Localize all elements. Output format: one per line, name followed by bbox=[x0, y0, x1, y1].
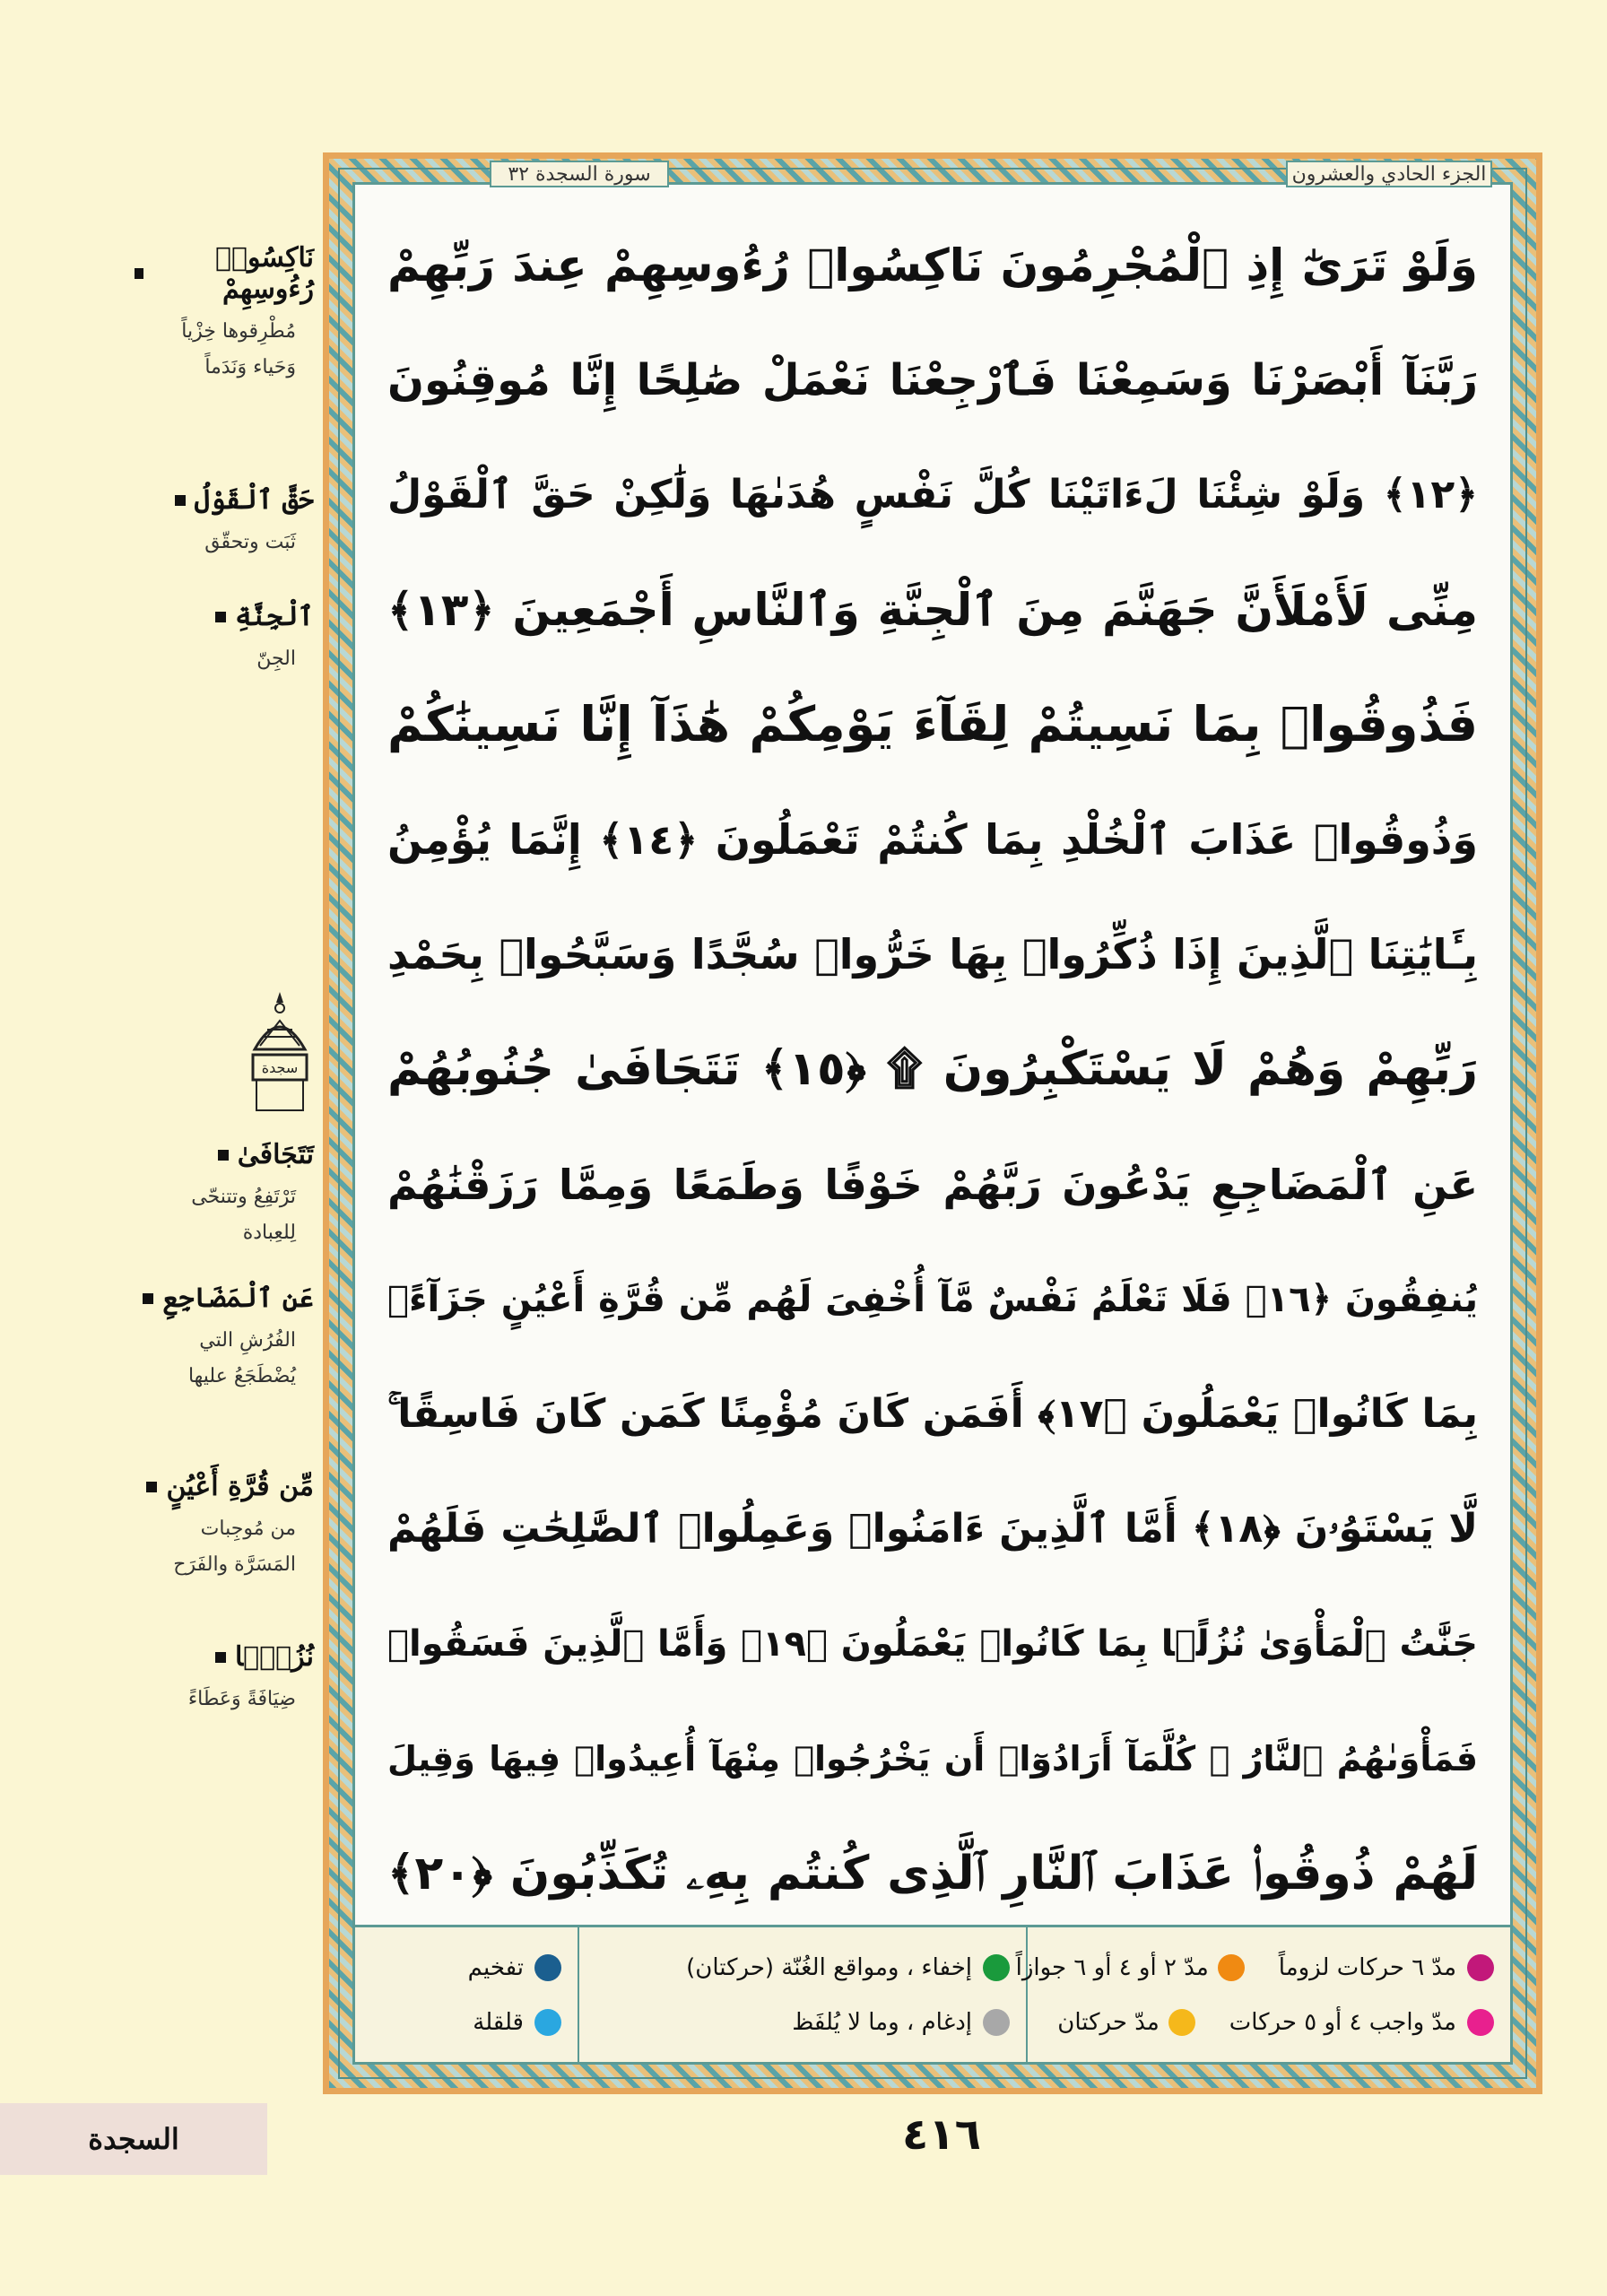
color-dot-icon bbox=[1218, 1954, 1245, 1981]
verse-line: فَمَأْوَىٰهُمُ ٱلنَّارُ ۖ كُلَّمَآ أَرَادُوٓا۟ أَن يَخْرُجُوا۟ مِنْهَآ أُعِيدُوا۟ فِيهَا وَقِيلَ bbox=[387, 1738, 1478, 1779]
legend-column bbox=[578, 1927, 1026, 2062]
juz-header: الجزء الحادي والعشرون bbox=[1286, 161, 1492, 187]
sajda-marker-icon bbox=[244, 987, 316, 1117]
surah-name-tab: السجدة bbox=[0, 2103, 267, 2175]
verses-text bbox=[387, 221, 1478, 1918]
legend-label: مدّ ٢ أو ٤ أو ٦ جوازاً bbox=[1015, 1953, 1209, 1981]
color-dot-icon bbox=[983, 2009, 1010, 2036]
legend-label: إخفاء ، ومواقع الغُنّة (حركتان) bbox=[686, 1953, 972, 1981]
verse-line: بِمَا كَانُوا۟ يَعْمَلُونَ ﴿١٧﴾ أَفَمَن كَانَ مُؤْمِنًا كَمَن كَانَ فَاسِقًا ۚ bbox=[387, 1390, 1478, 1437]
legend-item bbox=[371, 2009, 561, 2036]
color-dot-icon bbox=[1168, 2009, 1195, 2036]
page-number: ٤١٦ bbox=[902, 2109, 981, 2160]
glossary-entry bbox=[135, 242, 314, 386]
verse-line: لَّا يَسْتَوُۥنَ ﴿١٨﴾ أَمَّا ٱلَّذِينَ ءَامَنُوا۟ وَعَمِلُوا۟ ٱلصَّٰلِحَٰتِ فَلَهُمْ bbox=[387, 1505, 1478, 1552]
glossary-definition: الفُرُشِ التي يُضْطَجَعُ عليها bbox=[187, 1329, 296, 1387]
glossary-definition: ضِيَافَةً وَعَطَاءً bbox=[187, 1688, 296, 1710]
glossary-word: مِّن قُرَّةِ أَعْيُنٍ bbox=[135, 1471, 314, 1502]
mushaf-page bbox=[352, 163, 1513, 2065]
tajweed-legend bbox=[355, 1925, 1510, 2062]
glossary-entry bbox=[135, 1283, 314, 1395]
glossary-word: ٱلْجِنَّةِ bbox=[135, 601, 314, 632]
legend-label: مدّ واجب ٤ أو ٥ حركات bbox=[1229, 2008, 1456, 2036]
sajda-label: سجدة bbox=[261, 1059, 299, 1076]
glossary-entry bbox=[135, 484, 314, 561]
legend-label: تفخيم bbox=[467, 1953, 524, 1981]
verse-line: مِنِّى لَأَمْلَأَنَّ جَهَنَّمَ مِنَ ٱلْجِنَّةِ وَٱلنَّاسِ أَجْمَعِينَ ﴿١٣﴾ bbox=[387, 584, 1478, 637]
color-dot-icon bbox=[1467, 1954, 1494, 1981]
glossary-word: تَتَجَافَىٰ bbox=[135, 1139, 314, 1170]
verse-line: بِـَٔايَٰتِنَا ٱلَّذِينَ إِذَا ذُكِّرُوا۟ بِهَا خَرُّوا۟ سُجَّدًا وَسَبَّحُوا۟ بِحَمْدِ bbox=[387, 930, 1478, 979]
legend-item bbox=[595, 2009, 1010, 2036]
verse-line: وَذُوقُوا۟ عَذَابَ ٱلْخُلْدِ بِمَا كُنتُمْ تَعْمَلُونَ ﴿١٤﴾ إِنَّمَا يُؤْمِنُ bbox=[387, 815, 1478, 865]
legend-column bbox=[1015, 1927, 1510, 2062]
legend-item bbox=[1057, 2009, 1195, 2036]
legend-item bbox=[371, 1954, 561, 1981]
verse-line: عَنِ ٱلْمَضَاجِعِ يَدْعُونَ رَبَّهُمْ خَوْفًا وَطَمَعًا وَمِمَّا رَزَقْنَٰهُمْ bbox=[387, 1160, 1478, 1209]
glossary-definition: من مُوجِبات المَسَرَّة والفَرَح bbox=[173, 1518, 296, 1576]
surah-header: سورة السجدة ٣٢ bbox=[490, 161, 669, 187]
verse-line: جَنَّٰتُ ٱلْمَأْوَىٰ نُزُلًۢا بِمَا كَانُوا۟ يَعْمَلُونَ ﴿١٩﴾ وَأَمَّا ٱلَّذِينَ فَسَقُوا۟ bbox=[387, 1622, 1479, 1665]
glossary-word: نُزُلًۢا bbox=[135, 1641, 314, 1673]
color-dot-icon bbox=[1467, 2009, 1494, 2036]
verse-line: لَهُمْ ذُوقُوا۟ عَذَابَ ٱلنَّارِ ٱلَّذِى كُنتُم بِهِۦ تُكَذِّبُونَ ﴿٢٠﴾ bbox=[387, 1846, 1478, 1900]
legend-item bbox=[595, 1954, 1010, 1981]
verse-line: يُنفِقُونَ ﴿١٦﴾ فَلَا تَعْلَمُ نَفْسٌ مَّآ أُخْفِىَ لَهُم مِّن قُرَّةِ أَعْيُنٍ جَزَآءًۢ bbox=[387, 1278, 1479, 1320]
legend-label: قلقلة bbox=[473, 2008, 524, 2036]
page-frame bbox=[323, 152, 1542, 2094]
legend-label: مدّ حركتان bbox=[1057, 2008, 1160, 2036]
glossary-entry bbox=[135, 1139, 314, 1251]
legend-label: مدّ ٦ حركات لزوماً bbox=[1278, 1953, 1456, 1981]
verse-line: رَبَّنَآ أَبْصَرْنَا وَسَمِعْنَا فَٱرْجِعْنَا نَعْمَلْ صَٰلِحًا إِنَّا مُوقِنُونَ bbox=[387, 355, 1478, 406]
verse-line: فَذُوقُوا۟ بِمَا نَسِيتُمْ لِقَآءَ يَوْمِكُمْ هَٰذَآ إِنَّا نَسِينَٰكُمْ bbox=[387, 696, 1478, 753]
verse-line: وَلَوْ تَرَىٰٓ إِذِ ٱلْمُجْرِمُونَ نَاكِسُوا۟ رُءُوسِهِمْ عِندَ رَبِّهِمْ bbox=[387, 239, 1478, 291]
legend-label: إدغام ، وما لا يُلفَظ bbox=[792, 2008, 972, 2036]
legend-item bbox=[1015, 1953, 1494, 1981]
glossary-entry bbox=[135, 601, 314, 677]
legend-item bbox=[1016, 1954, 1245, 1981]
legend-column bbox=[355, 1927, 578, 2062]
ornamental-border bbox=[329, 159, 1536, 2088]
glossary-word: حَقَّ ٱلْقَوْلُ bbox=[135, 484, 314, 516]
verse-line: رَبِّهِمْ وَهُمْ لَا يَسْتَكْبِرُونَ ۩ ﴿١٥﴾ تَتَجَافَىٰ جُنُوبُهُمْ bbox=[387, 1042, 1478, 1097]
glossary-entry bbox=[135, 1471, 314, 1583]
color-dot-icon bbox=[983, 1954, 1010, 1981]
glossary-word: عَنِ ٱلْمَضَاجِعِ bbox=[135, 1283, 314, 1314]
glossary-definition: مُطْرِقوها خِزْياً وَحَياء وَنَدَماً bbox=[181, 320, 296, 378]
color-dot-icon bbox=[534, 1954, 561, 1981]
glossary-definition: تَرْتَفِعُ وتتنحّى لِلعِبادة bbox=[191, 1186, 296, 1244]
glossary-word: نَاكِسُوا۟ رُءُوسِهِمْ bbox=[135, 242, 314, 305]
glossary-entry bbox=[135, 1641, 314, 1718]
glossary-definition: ثَبَت وتحقّق bbox=[204, 531, 296, 553]
legend-item bbox=[1044, 2009, 1494, 2036]
color-dot-icon bbox=[534, 2009, 561, 2036]
verse-line: ﴿١٢﴾ وَلَوْ شِئْنَا لَءَاتَيْنَا كُلَّ نَفْسٍ هُدَىٰهَا وَلَٰكِنْ حَقَّ ٱلْقَوْلُ bbox=[387, 472, 1478, 518]
glossary-definition: الجِنّ bbox=[256, 648, 296, 670]
